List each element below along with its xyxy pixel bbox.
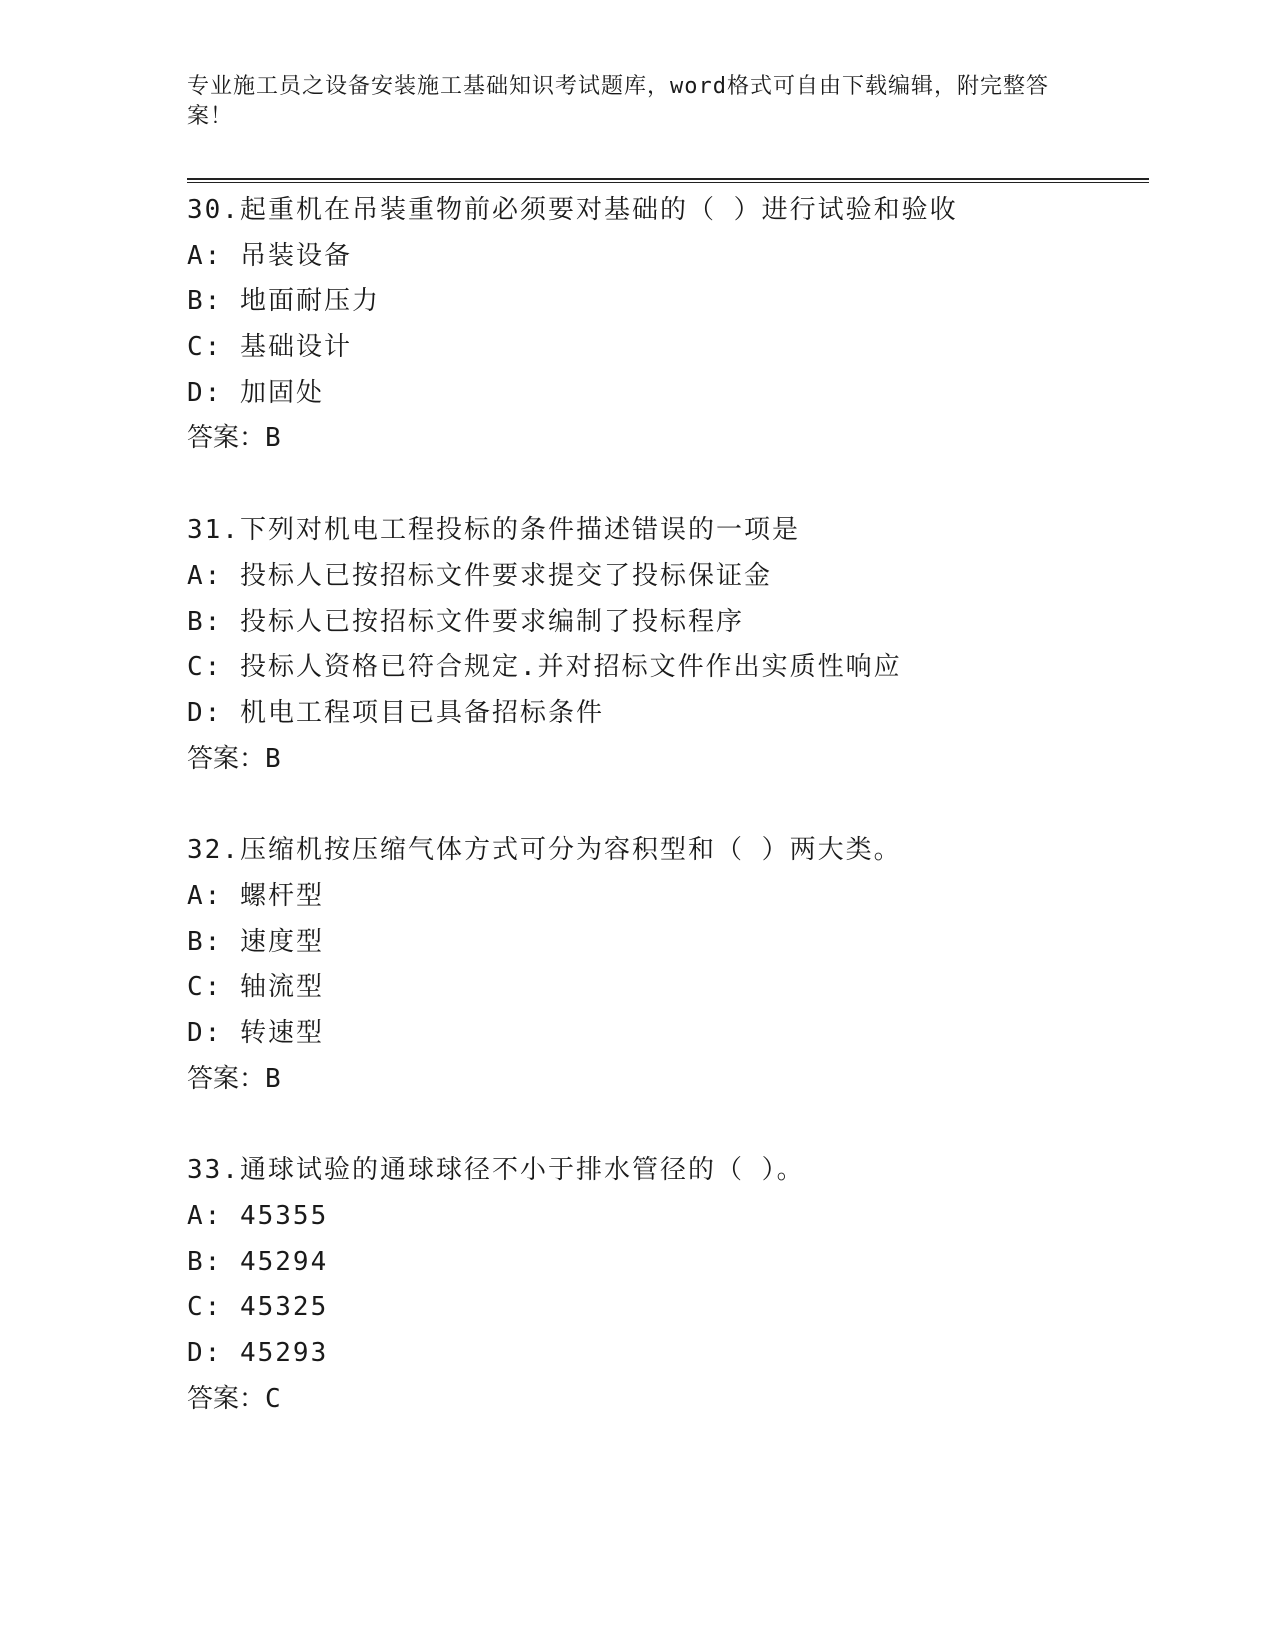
answer-line	[187, 737, 1149, 783]
answer-value: B	[265, 743, 281, 774]
answer-line	[187, 1057, 1149, 1103]
question-list	[187, 188, 1149, 1469]
option-d: D: 加固处	[187, 377, 324, 408]
question-33	[187, 1148, 1149, 1422]
option-b: B: 45294	[187, 1246, 329, 1277]
question-30	[187, 188, 1149, 462]
question-stem: 32.压缩机按压缩气体方式可分为容积型和（ ）两大类。	[187, 835, 902, 866]
header-divider-thick	[187, 178, 1149, 180]
question-stem: 30.起重机在吊装重物前必须要对基础的（ ）进行试验和验收	[187, 195, 958, 225]
option-b: B: 投标人已按招标文件要求编制了投标程序	[187, 606, 744, 637]
question-32	[187, 828, 1149, 1102]
option-a: A: 螺杆型	[187, 880, 324, 911]
answer-value: B	[265, 423, 281, 454]
answer-value: B	[265, 1063, 281, 1094]
header-divider-thin	[187, 182, 1149, 183]
question-31	[187, 508, 1149, 782]
option-b: B: 地面耐压力	[187, 286, 380, 317]
answer-line	[187, 416, 1149, 462]
answer-label: 答案：	[187, 1383, 266, 1414]
answer-line	[187, 1377, 1149, 1423]
question-stem: 33.通球试验的通球球径不小于排水管径的（ ）。	[187, 1155, 805, 1186]
answer-value: C	[265, 1383, 281, 1414]
answer-label: 答案：	[187, 1063, 266, 1094]
option-a: A: 45355	[187, 1201, 329, 1232]
option-c: C: 基础设计	[187, 332, 352, 363]
option-a: A: 投标人已按招标文件要求提交了投标保证金	[187, 560, 772, 591]
answer-label: 答案：	[187, 743, 266, 774]
option-c: C: 45325	[187, 1292, 329, 1323]
answer-label: 答案：	[187, 423, 266, 454]
option-d: D: 转速型	[187, 1018, 324, 1048]
option-c: C: 投标人资格已符合规定.并对招标文件作出实质性响应	[187, 652, 902, 683]
option-b: B: 速度型	[187, 926, 324, 957]
option-a: A: 吊装设备	[187, 240, 352, 271]
option-c: C: 轴流型	[187, 972, 324, 1003]
option-d: D: 机电工程项目已具备招标条件	[187, 697, 604, 728]
option-d: D: 45293	[187, 1338, 329, 1369]
document-header: 专业施工员之设备安装施工基础知识考试题库，word格式可自由下载编辑，附完整答案！	[187, 74, 1049, 129]
question-stem: 31.下列对机电工程投标的条件描述错误的一项是	[187, 515, 800, 546]
